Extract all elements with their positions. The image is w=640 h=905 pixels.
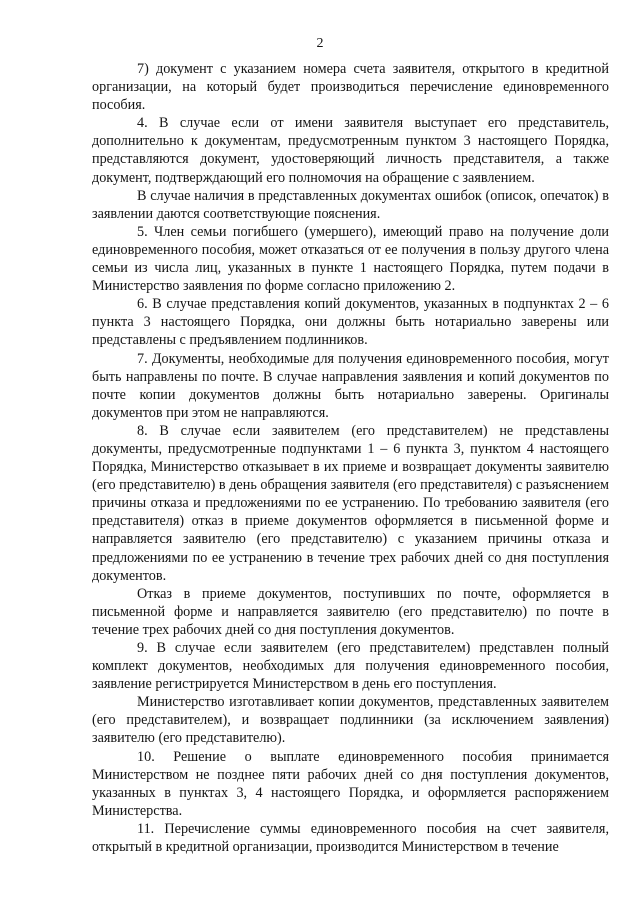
page-number: 2 xyxy=(316,36,324,51)
paragraph-postal-refusal: Отказ в приеме документов, поступивших по почте, оформляется в письменной форме и направляется заявителю (его представителю) по почте в течение трех рабочих дней со дня поступления документов. xyxy=(92,585,609,638)
paragraph-errors-explanation: В случае наличия в представленных документах ошибок (описок, опечаток) в заявлении даются соответствующие пояснения. xyxy=(92,187,609,222)
paragraph-6-notarized-copies: 6. В случае представления копий документов, указанных в подпунктах 2 – 6 пункта 3 настоящего Порядка, они должны быть нотариально заверены или представлены с предъявлением подлинников. xyxy=(92,296,609,349)
paragraph-9-registration: 9. В случае если заявителем (его представителем) представлен полный комплект документов, необходимых для получения единовременного пособия, заявление регистрируется Министерством в день его поступления. xyxy=(92,640,609,693)
paragraph-4-representative: 4. В случае если от имени заявителя выступает его представитель, дополнительно к документам, предусмотренным пунктом 3 настоящего Порядка, представляются документ, удостоверяющий личность представителя, а также документ, подтверждающий его полномочия на обращение с заявлением. xyxy=(92,115,609,186)
paragraph-7-postal-submission: 7. Документы, необходимые для получения единовременного пособия, могут быть направлены по почте. В случае направления заявления и копий документов по почте копии документов должны быть нотариально заверены. Оригиналы документов при этом не направляются. xyxy=(92,350,609,421)
paragraph-item-7-bank-account: 7) документ с указанием номера счета заявителя, открытого в кредитной организации, на который будет производиться перечисление единовременного пособия. xyxy=(92,61,609,114)
paragraph-copies-return: Министерство изготавливает копии документов, представленных заявителем (его представителем), и возвращает подлинники (за исключением заявления) заявителю (его представителю). xyxy=(92,694,609,747)
paragraph-10-payment-decision: 10. Решение о выплате единовременного пособия принимается Министерством не позднее пяти рабочих дней со дня поступления документов, указанных в пунктах 3, 4 настоящего Порядка, и оформляется распоряжением Министерства. xyxy=(92,748,609,819)
paragraph-8-refusal: 8. В случае если заявителем (его представителем) не представлены документы, предусмотренные подпунктами 1 – 6 пункта 3, пунктом 4 настоящего Порядка, Министерство отказывает в их приеме и возвращает документы заявителю (его представителю) в день обращения заявителя (его представителя) с разъяснением причины отказа и предложениями по ее устранению. По требованию заявителя (его представителя) отказ в приеме документов оформляется в письменной форме и направляется заявителю (его представителю) с указанием причины отказа и предложениями по ее устранению в течение трех рабочих дней со дня поступления документов. xyxy=(92,422,609,584)
paragraph-11-transfer: 11. Перечисление суммы единовременного пособия на счет заявителя, открытый в кредитной организации, производится Министерством в течение xyxy=(92,820,609,856)
document-body xyxy=(92,60,609,856)
paragraph-5-family-member-refusal: 5. Член семьи погибшего (умершего), имеющий право на получение доли единовременного пособия, может отказаться от ее получения в пользу другого члена семьи из числа лиц, указанных в пункте 1 настоящего Порядка, путем подачи в Министерство заявления по форме согласно приложению 2. xyxy=(92,223,609,295)
